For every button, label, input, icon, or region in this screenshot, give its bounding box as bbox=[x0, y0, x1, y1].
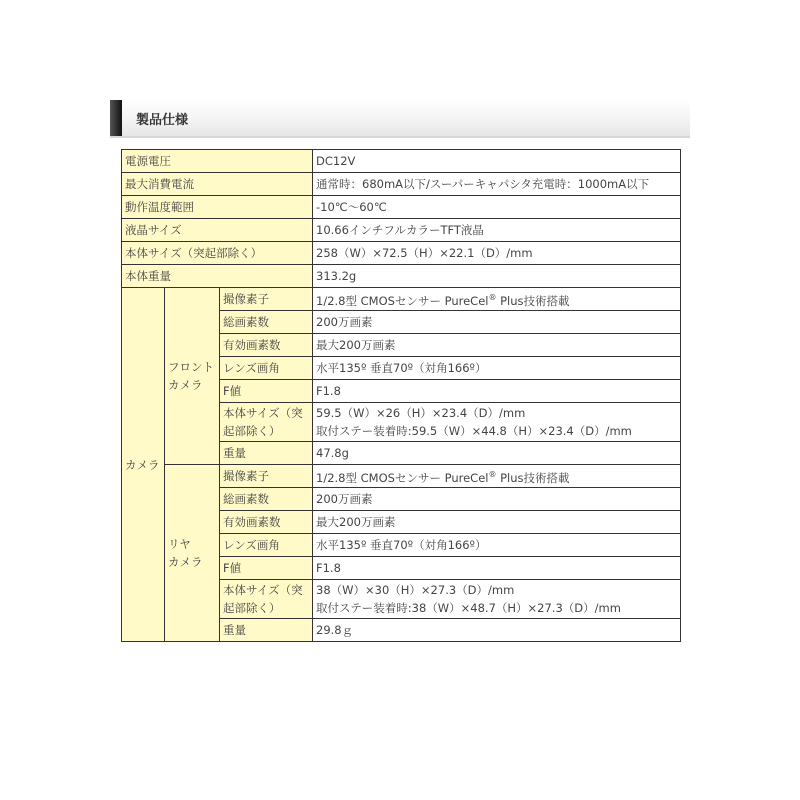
spec-value: 通常時：680mA以下/スーパーキャパシタ充電時：1000mA以下 bbox=[313, 173, 681, 196]
table-row bbox=[122, 465, 681, 488]
table-row bbox=[122, 265, 681, 288]
group-label-text: リヤ カメラ bbox=[168, 537, 203, 569]
camera-group-label bbox=[165, 288, 220, 465]
spec-value bbox=[313, 557, 681, 580]
spec-label: 撮像素子 bbox=[220, 465, 313, 488]
value-text: Plus技術搭載 bbox=[496, 293, 570, 308]
value-text: 38（W）×30（H）×27.3（D）/mm bbox=[316, 583, 515, 597]
spec-value bbox=[313, 511, 681, 534]
spec-label: 本体重量 bbox=[122, 265, 313, 288]
spec-value bbox=[313, 488, 681, 511]
spec-label: 撮像素子 bbox=[220, 288, 313, 311]
spec-value bbox=[313, 334, 681, 357]
value-text: 200万画素 bbox=[316, 492, 373, 506]
value-text: 水平135º 垂直70º（対角166º） bbox=[316, 538, 487, 552]
table-row bbox=[122, 173, 681, 196]
value-text: 最大200万画素 bbox=[316, 338, 396, 352]
table-row bbox=[122, 242, 681, 265]
spec-label: 本体サイズ（突起部除く） bbox=[122, 242, 313, 265]
spec-label: 本体サイズ（突起部除く） bbox=[220, 580, 313, 619]
spec-value bbox=[313, 534, 681, 557]
spec-value: -10℃～60℃ bbox=[313, 196, 681, 219]
table-row bbox=[122, 288, 681, 311]
spec-value bbox=[313, 403, 681, 442]
spec-value: DC12V bbox=[313, 150, 681, 173]
spec-label: 総画素数 bbox=[220, 311, 313, 334]
spec-label: 最大消費電流 bbox=[122, 173, 313, 196]
value-text-line2: 取付ステー装着時:38（W）×48.7（H）×27.3（D）/mm bbox=[316, 601, 621, 615]
header-accent-bar bbox=[110, 100, 122, 136]
registered-mark: ® bbox=[488, 292, 497, 302]
registered-mark: ® bbox=[488, 469, 497, 479]
spec-label: レンズ画角 bbox=[220, 357, 313, 380]
value-text: 水平135º 垂直70º（対角166º） bbox=[316, 361, 487, 375]
spec-value bbox=[313, 442, 681, 465]
section-title: 製品仕様 bbox=[136, 113, 189, 128]
spec-label: 本体サイズ（突起部除く） bbox=[220, 403, 313, 442]
spec-label: 電源電圧 bbox=[122, 150, 313, 173]
camera-group-label bbox=[165, 465, 220, 642]
camera-label: カメラ bbox=[122, 288, 165, 642]
spec-label: 有効画素数 bbox=[220, 334, 313, 357]
table-row bbox=[122, 150, 681, 173]
value-text: 59.5（W）×26（H）×23.4（D）/mm bbox=[316, 406, 526, 420]
spec-value: 258（W）×72.5（H）×22.1（D）/mm bbox=[313, 242, 681, 265]
group-label-text: フロント カメラ bbox=[168, 360, 214, 392]
table-row bbox=[122, 196, 681, 219]
spec-label: 動作温度範囲 bbox=[122, 196, 313, 219]
value-text: 47.8g bbox=[316, 446, 349, 460]
section-header bbox=[110, 100, 690, 138]
spec-label: 液晶サイズ bbox=[122, 219, 313, 242]
spec-value bbox=[313, 465, 681, 488]
spec-label: F値 bbox=[220, 557, 313, 580]
spec-label: 重量 bbox=[220, 442, 313, 465]
value-text: 最大200万画素 bbox=[316, 515, 396, 529]
spec-value bbox=[313, 311, 681, 334]
spec-label: F値 bbox=[220, 380, 313, 403]
value-text: F1.8 bbox=[316, 561, 341, 575]
value-text: 200万画素 bbox=[316, 315, 373, 329]
value-text: Plus技術搭載 bbox=[496, 470, 570, 485]
spec-label: 有効画素数 bbox=[220, 511, 313, 534]
spec-value: 313.2g bbox=[313, 265, 681, 288]
spec-value bbox=[313, 380, 681, 403]
spec-label: レンズ画角 bbox=[220, 534, 313, 557]
spec-label: 総画素数 bbox=[220, 488, 313, 511]
value-text-line2: 取付ステー装着時:59.5（W）×44.8（H）×23.4（D）/mm bbox=[316, 424, 632, 438]
table-row bbox=[122, 219, 681, 242]
value-text: F1.8 bbox=[316, 384, 341, 398]
spec-value bbox=[313, 357, 681, 380]
spec-value bbox=[313, 288, 681, 311]
spec-value bbox=[313, 619, 681, 642]
value-text: 1/2.8型 CMOSセンサー PureCel bbox=[316, 470, 489, 485]
spec-value bbox=[313, 580, 681, 619]
spec-label: 重量 bbox=[220, 619, 313, 642]
spec-table bbox=[121, 149, 681, 642]
spec-value: 10.66インチフルカラーTFT液晶 bbox=[313, 219, 681, 242]
value-text: 29.8ｇ bbox=[316, 623, 354, 637]
value-text: 1/2.8型 CMOSセンサー PureCel bbox=[316, 293, 489, 308]
